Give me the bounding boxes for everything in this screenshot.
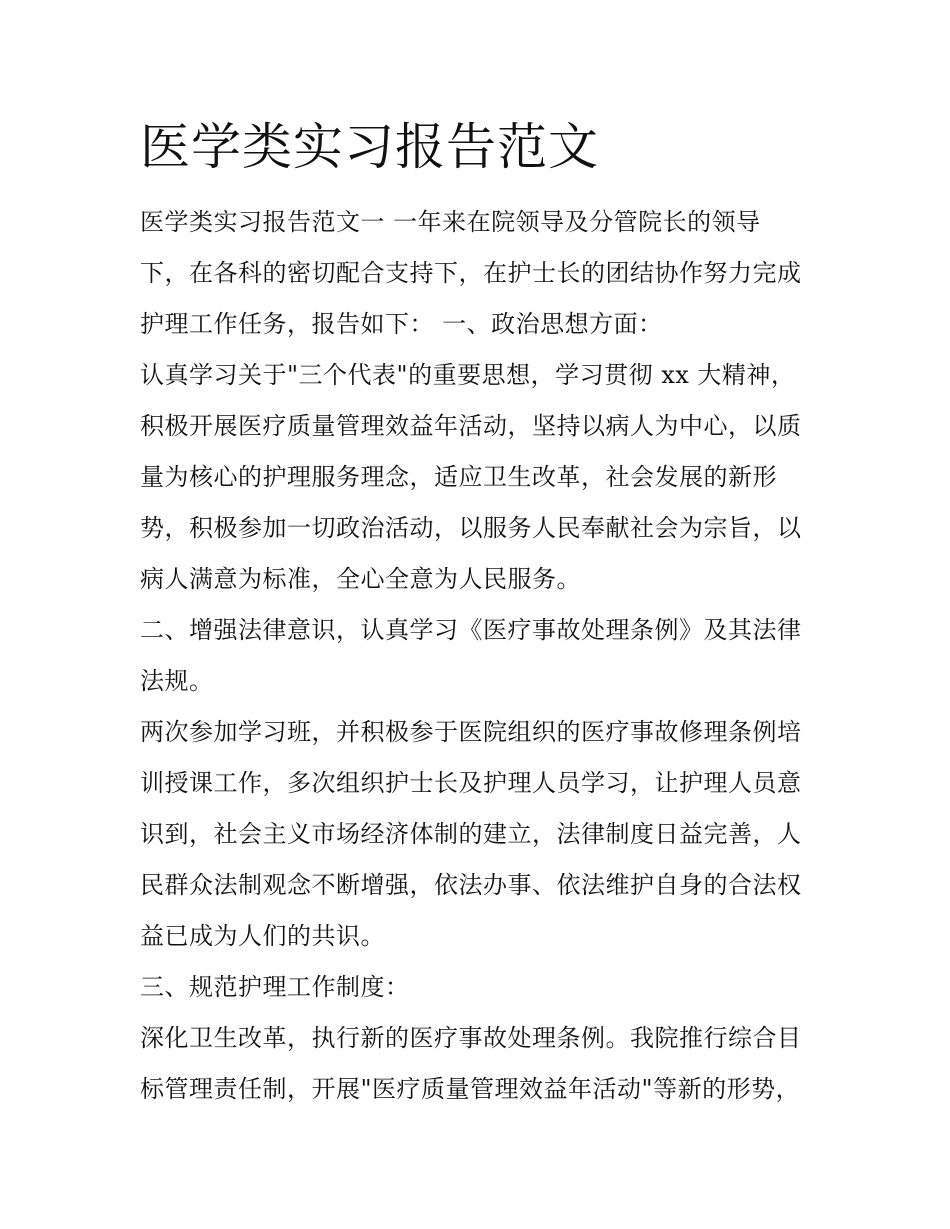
body-line: 势，积极参加一切政治活动，以服务人民奉献社会为宗旨，以 xyxy=(140,514,802,542)
body-line: 认真学习关于"三个代表"的重要思想，学习贯彻 xx 大精神， xyxy=(140,361,796,389)
body-line: 法规。 xyxy=(140,667,214,695)
document-title: 医学类实习报告范文 xyxy=(140,118,599,176)
body-line: 医学类实习报告范文一 一年来在院领导及分管院长的领导 xyxy=(140,208,761,236)
body-line: 标管理责任制，开展"医疗质量管理效益年活动"等新的形势， xyxy=(140,1075,801,1103)
body-line: 量为核心的护理服务理念，适应卫生改革，社会发展的新形 xyxy=(140,463,777,491)
body-line: 训授课工作，多次组织护士长及护理人员学习，让护理人员意 xyxy=(140,769,802,797)
body-line: 病人满意为标准，全心全意为人民服务。 xyxy=(140,565,581,593)
body-line: 益已成为人们的共识。 xyxy=(140,922,385,950)
body-line: 两次参加学习班，并积极参于医院组织的医疗事故修理条例培 xyxy=(140,718,802,746)
body-line: 二、增强法律意识，认真学习《医疗事故处理条例》及其法律 xyxy=(140,616,802,644)
body-line: 识到，社会主义市场经济体制的建立，法律制度日益完善，人 xyxy=(140,820,802,848)
body-line: 积极开展医疗质量管理效益年活动，坚持以病人为中心，以质 xyxy=(140,412,802,440)
body-line: 深化卫生改革，执行新的医疗事故处理条例。我院推行综合目 xyxy=(140,1024,802,1052)
body-line: 民群众法制观念不断增强，依法办事、依法维护自身的合法权 xyxy=(140,871,802,899)
body-line: 三、规范护理工作制度： xyxy=(140,973,410,1001)
body-line: 下，在各科的密切配合支持下，在护士长的团结协作努力完成 xyxy=(140,259,802,287)
body-line: 护理工作任务，报告如下： 一、政治思想方面： xyxy=(140,310,663,338)
